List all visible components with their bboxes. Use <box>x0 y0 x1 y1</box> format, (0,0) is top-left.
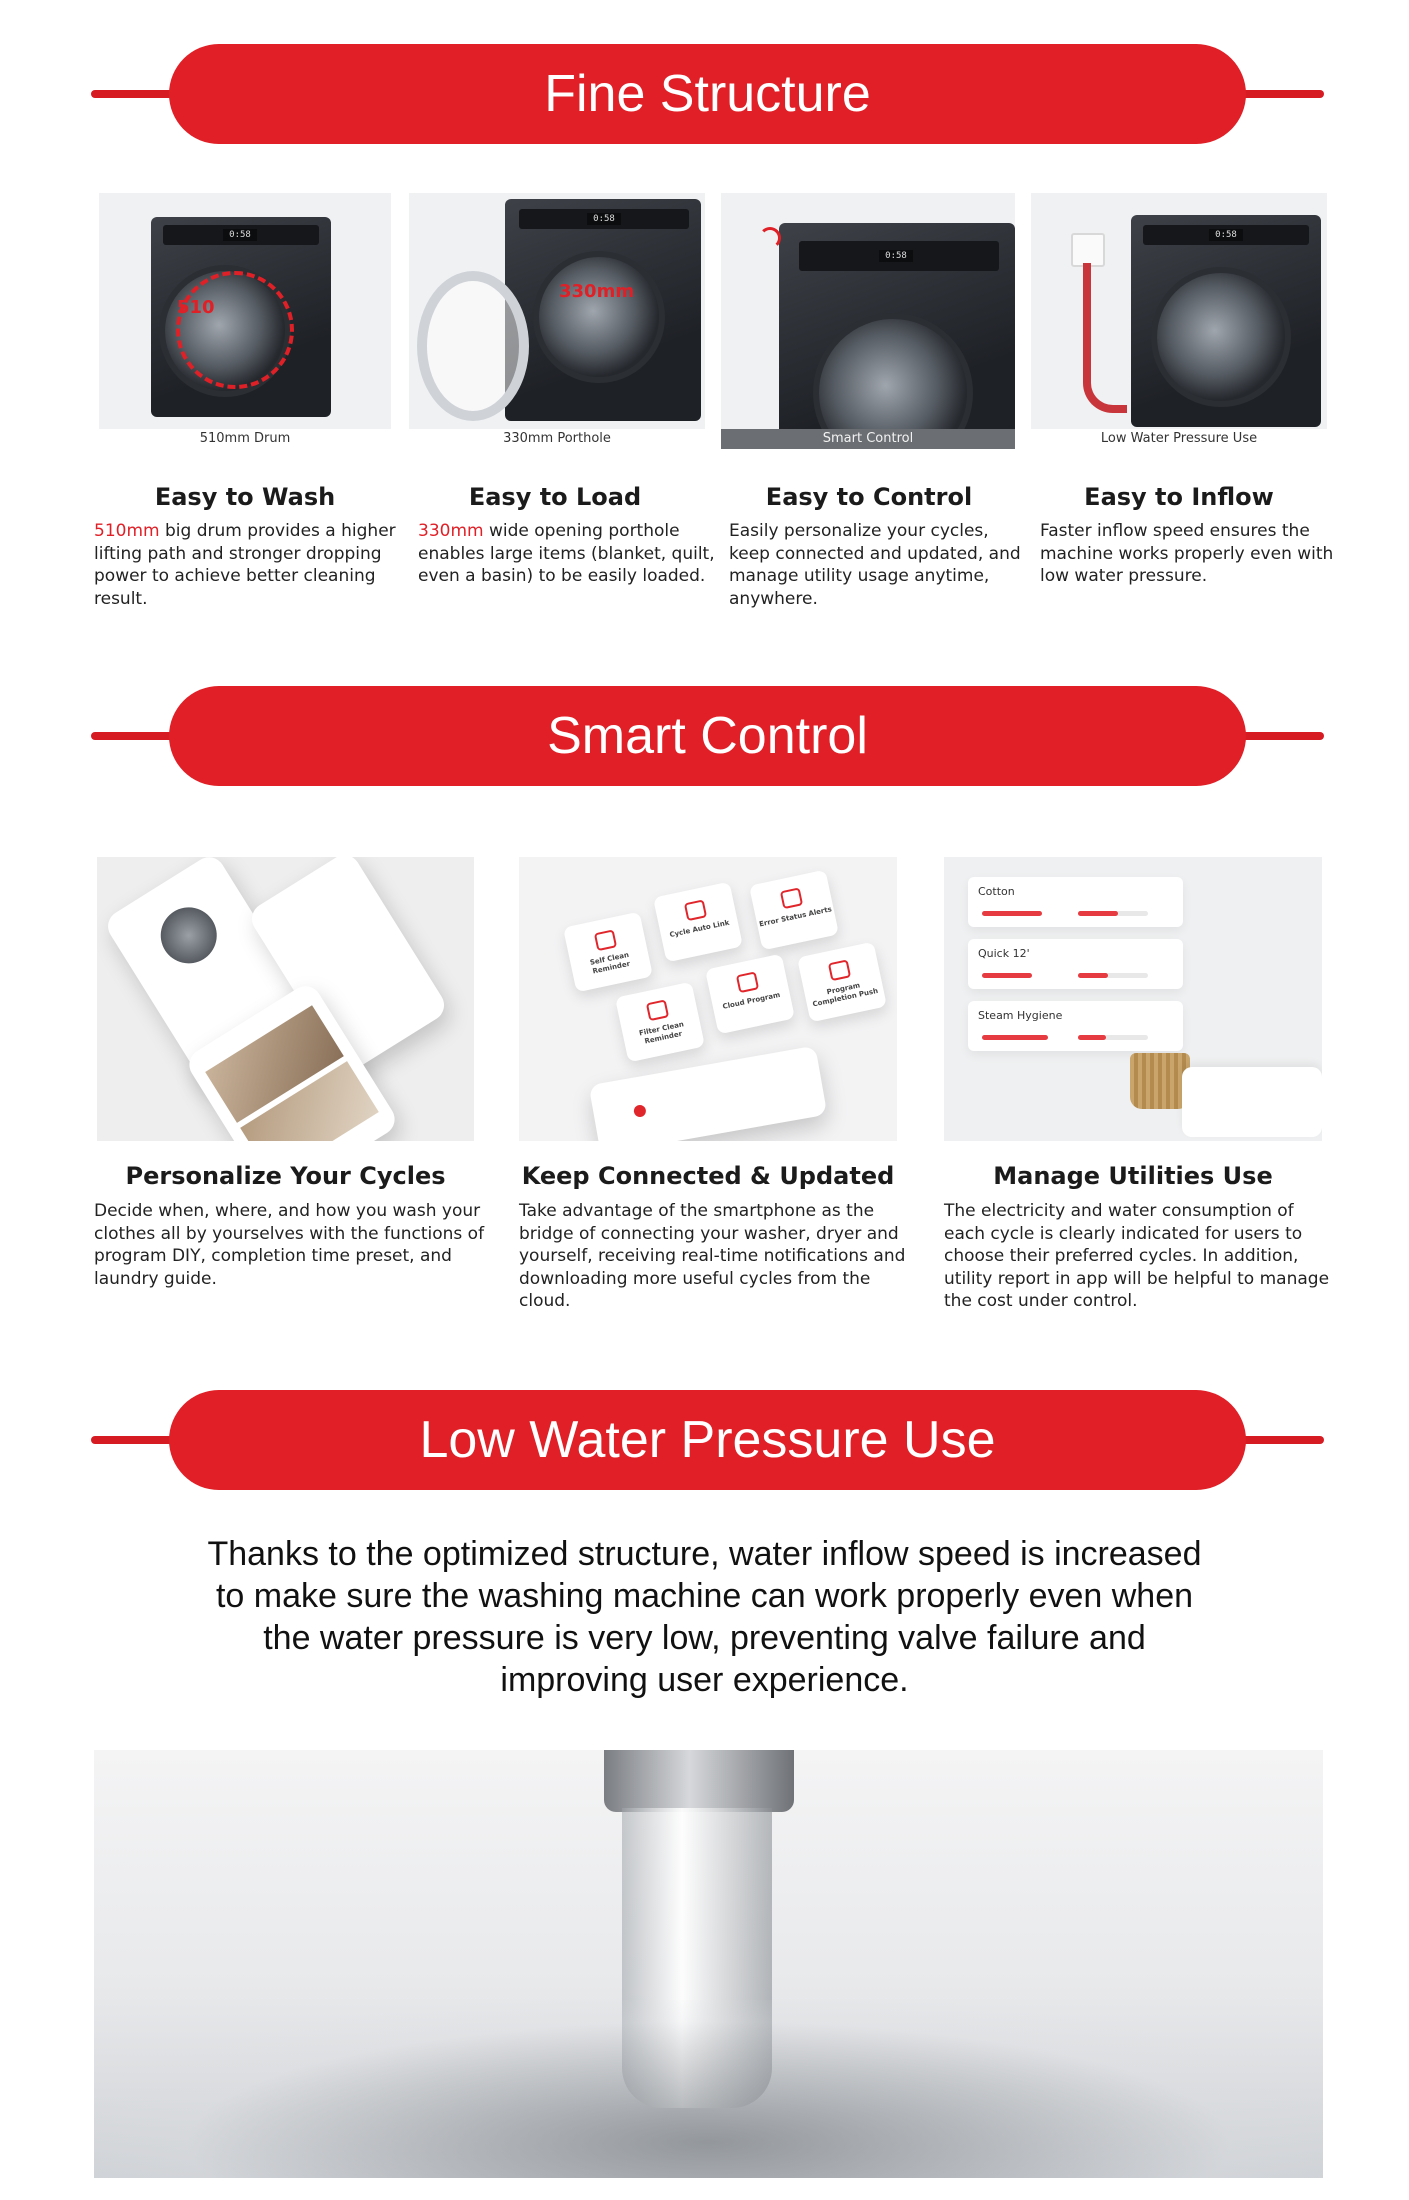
keep-connected-image <box>519 857 897 1141</box>
low-water-image <box>1031 193 1327 449</box>
app-tile: Error Status Alerts <box>749 870 839 951</box>
banner-pill <box>169 686 1246 786</box>
feature-text-keep-connected: Take advantage of the smartphone as the bridge of connecting your washer, dryer and yourself, receiving real-time notifications and downloading more useful cycles from the cloud. <box>519 1201 906 1311</box>
low-water-description: Thanks to the optimized structure, water inflow speed is increased to make sure the washing machine can work properly even when the water pressure is very low, preventing valve failure and improving user experience. <box>207 1535 1202 1699</box>
water-tap-icon <box>1071 233 1105 267</box>
drum-size-ring <box>176 271 294 389</box>
manage-utilities-image <box>944 857 1322 1141</box>
banner-pill <box>169 44 1246 144</box>
towels-illustration <box>1182 1067 1322 1137</box>
section-title: Low Water Pressure Use <box>419 1411 996 1469</box>
cycle-card: Quick 12' <box>968 939 1183 989</box>
image-caption: 330mm Porthole <box>409 429 705 449</box>
feature-title-keep-connected: Keep Connected & Updated <box>521 1162 895 1190</box>
image-caption: 510mm Drum <box>99 429 391 449</box>
faucet-illustration <box>604 1750 794 1812</box>
feature-text-easy-to-inflow: Faster inflow speed ensures the machine works properly even with low water pressure. <box>1040 521 1334 586</box>
feature-text-easy-to-control: Easily personalize your cycles, keep connected and updated, and manage utility usage anytime, anywhere. <box>729 521 1021 609</box>
fine-structure-banner <box>0 44 1409 144</box>
feature-title-easy-to-wash: Easy to Wash <box>154 483 336 511</box>
porthole-image <box>409 193 705 449</box>
feature-title-personalize: Personalize Your Cycles <box>125 1162 446 1190</box>
section-title: Smart Control <box>547 707 868 765</box>
feature-text-easy-to-wash: 510mm big drum provides a higher lifting path and stronger dropping power to achieve better cleaning result. <box>94 521 396 609</box>
smart-control-image <box>721 193 1015 449</box>
cycle-card: Cotton <box>968 877 1183 927</box>
section-title: Fine Structure <box>544 65 871 123</box>
banner-pill <box>169 1390 1246 1490</box>
open-door <box>417 271 529 421</box>
washer-illustration: 0:58 <box>779 223 1015 449</box>
image-caption: Low Water Pressure Use <box>1031 429 1327 449</box>
app-tile: Self Clean Reminder <box>563 912 653 993</box>
porthole-size-badge: 330mm <box>559 281 635 302</box>
feature-text-manage-utilities: The electricity and water consumption of each cycle is clearly indicated for users to choose their preferred cycles. In addition, utility report in app will be helpful to manage the cost under control. <box>944 1201 1330 1311</box>
phone-illustration <box>589 1046 828 1141</box>
water-splash <box>94 2000 1323 2178</box>
drum-image <box>99 193 391 449</box>
feature-title-easy-to-inflow: Easy to Inflow <box>1084 483 1274 511</box>
smart-control-banner <box>0 686 1409 786</box>
wifi-icon <box>759 227 781 249</box>
cycle-card: Steam Hygiene <box>968 1001 1183 1051</box>
low-water-banner <box>0 1390 1409 1490</box>
water-faucet-image <box>94 1750 1323 2178</box>
basket-illustration <box>1130 1053 1190 1109</box>
feature-title-easy-to-control: Easy to Control <box>765 483 973 511</box>
app-tile: Filter Clean Reminder <box>615 982 705 1063</box>
washer-illustration: 0:58 <box>1131 215 1321 427</box>
image-caption: Smart Control <box>721 429 1015 449</box>
feature-text-easy-to-load: 330mm wide opening porthole enables large items (blanket, quilt, even a basin) to be easily loaded. <box>418 521 715 586</box>
feature-title-easy-to-load: Easy to Load <box>468 483 642 511</box>
app-tile: Cloud Program <box>705 954 795 1035</box>
washer-illustration: 0:58 <box>151 217 331 417</box>
feature-text-personalize: Decide when, where, and how you wash your clothes all by yourselves with the functions of program DIY, completion time preset, and laundry guide. <box>94 1201 485 1289</box>
app-tile: Cycle Auto Link <box>653 882 743 963</box>
inlet-hose <box>1083 263 1127 413</box>
feature-title-manage-utilities: Manage Utilities Use <box>993 1162 1273 1190</box>
personalize-image <box>97 857 474 1141</box>
drum-size-badge: 510 <box>177 297 215 318</box>
washer-illustration: 0:58 <box>505 199 701 421</box>
app-tile: Program Completion Push <box>797 942 887 1023</box>
